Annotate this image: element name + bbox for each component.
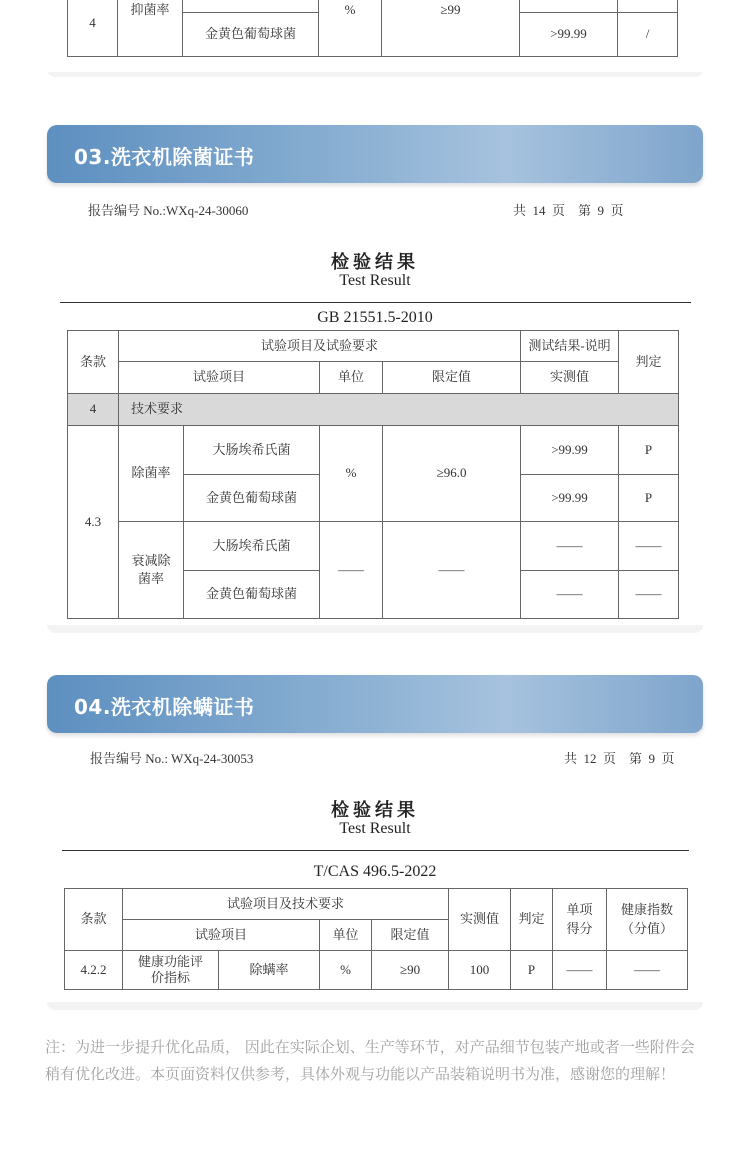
s3-antibacterial-row2-name: 金黄色葡萄球菌 [184, 475, 320, 522]
top-clause: 4 [68, 0, 118, 57]
s3-header-item: 试验项目 [119, 362, 320, 394]
s3-header-unit: 单位 [320, 362, 383, 394]
s4-row-category: 健康功能评价指标 [123, 951, 219, 990]
footer-note: 注：为进一步提升优化品质， 因此在实际企划、生产等环节，对产品细节包装产地或者一些附件会稍有优化改进。本页面资料仅供参考，具体外观与功能以产品装箱说明书为准，感谢您的理解！ [45, 1038, 695, 1083]
section3-banner-title: 03.洗衣机除菌证书 [74, 145, 255, 169]
s3-decay-name: 衰减除菌率 [119, 522, 184, 619]
s3-antibacterial-name: 除菌率 [119, 426, 184, 522]
s4-row-clause: 4.2.2 [65, 951, 123, 990]
top-item: 抑菌率 [118, 0, 183, 57]
section3-title-cn: 检验结果 [331, 252, 419, 272]
s3-antibacterial-row1-result: >99.99 [521, 426, 619, 475]
s3-group-label: 技术要求 [119, 394, 679, 426]
top-unit: % [319, 0, 382, 57]
s3-header-result-desc: 测试结果-说明 [521, 331, 619, 362]
top-table [67, 0, 678, 57]
s3-clause-43: 4.3 [68, 426, 119, 619]
s3-header-limit: 限定值 [383, 362, 521, 394]
s4-row-score: —— [553, 951, 607, 990]
s3-header-measured: 实测值 [521, 362, 619, 394]
section4-rule [62, 850, 689, 851]
s4-header-verdict: 判定 [511, 889, 553, 951]
s4-header-limit: 限定值 [372, 920, 449, 951]
s3-antibacterial-row2-result: >99.99 [521, 475, 619, 522]
s3-antibacterial-row1-verdict: P [619, 426, 679, 475]
section4-title-en: Test Result [339, 820, 411, 837]
s3-antibacterial-unit: % [320, 426, 383, 522]
s3-decay-unit: —— [320, 522, 383, 619]
s3-decay-row2-name: 金黄色葡萄球菌 [184, 571, 320, 619]
s3-decay-row2-result: —— [521, 571, 619, 619]
s4-row-measured: 100 [449, 951, 511, 990]
top-row2-verdict: / [618, 13, 678, 57]
s3-decay-row1-verdict: —— [619, 522, 679, 571]
section4-banner-title: 04.洗衣机除螨证书 [74, 695, 255, 719]
section4-banner [47, 675, 703, 733]
top-limit: ≥99 [382, 0, 520, 57]
s3-decay-row1-name: 大肠埃希氏菌 [184, 522, 320, 571]
s3-header-clause: 条款 [68, 331, 119, 394]
s3-decay-limit: —— [383, 522, 521, 619]
s3-header-items-req: 试验项目及试验要求 [119, 331, 521, 362]
s3-decay-row2-verdict: —— [619, 571, 679, 619]
s3-antibacterial-limit: ≥96.0 [383, 426, 521, 522]
s4-header-single-score: 单项得分 [553, 889, 607, 951]
section4-standard: T/CAS 496.5-2022 [313, 863, 437, 880]
s4-row-index: —— [607, 951, 688, 990]
s4-header-health-index: 健康指数（分值） [607, 889, 688, 951]
section4-table [64, 888, 688, 990]
s4-header-unit: 单位 [320, 920, 372, 951]
section3-report-no: 报告编号 No.:WXq-24-30060 [88, 203, 249, 218]
s3-header-verdict: 判定 [619, 331, 679, 394]
s4-row-item: 除螨率 [219, 951, 320, 990]
section3-pages: 共 14 页 第 9 页 [513, 203, 624, 218]
s4-row-verdict: P [511, 951, 553, 990]
top-row2-name: 金黄色葡萄球菌 [183, 13, 319, 57]
section4-title-cn: 检验结果 [331, 800, 419, 820]
s4-row-limit: ≥90 [372, 951, 449, 990]
s4-header-clause: 条款 [65, 889, 123, 951]
top-row2-result: >99.99 [520, 13, 618, 57]
s4-row-unit: % [320, 951, 372, 990]
s3-antibacterial-row1-name: 大肠埃希氏菌 [184, 426, 320, 475]
s4-header-measured: 实测值 [449, 889, 511, 951]
section3-title-en: Test Result [339, 272, 411, 289]
s4-header-item: 试验项目 [123, 920, 320, 951]
section3-standard: GB 21551.5-2010 [317, 309, 433, 326]
section3-banner [47, 125, 703, 183]
s3-decay-row1-result: —— [521, 522, 619, 571]
section3-table [67, 330, 679, 619]
section4-report-no: 报告编号 No.: WXq-24-30053 [90, 751, 254, 766]
section4-pages: 共 12 页 第 9 页 [564, 751, 675, 766]
s3-antibacterial-row2-verdict: P [619, 475, 679, 522]
s3-group-clause: 4 [68, 394, 119, 426]
section3-rule [60, 302, 691, 303]
s4-header-items-req: 试验项目及技术要求 [123, 889, 449, 920]
